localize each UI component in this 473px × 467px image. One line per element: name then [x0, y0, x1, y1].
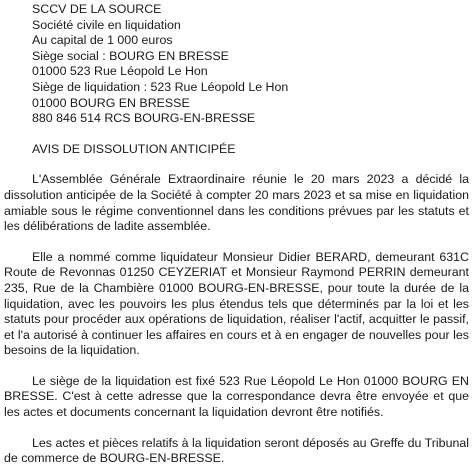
company-capital: Au capital de 1 000 euros — [32, 33, 173, 48]
company-name: SCCV DE LA SOURCE — [32, 2, 162, 16]
registered-office: Siège social : BOURG EN BRESSE — [32, 48, 229, 63]
liquidation-office-city: 01000 BOURG EN BRESSE — [32, 95, 190, 110]
company-status: Société civile en liquidation — [32, 17, 181, 32]
paragraph-dissolution: L'Assemblée Générale Extraordinaire réunie le 20 mars 2023 a décidé la dissolution anticipée de la Société à compter 20 mars 2023 et sa mise en liquidation amiable sous le régime conventionnel dans les conditions prévues par les statuts et les délibérations de ladite assemblée. — [4, 172, 469, 234]
notice-title: AVIS DE DISSOLUTION ANTICIPÉE — [32, 141, 236, 156]
paragraph-liquidation-seat: Le siège de la liquidation est fixé 523 Rue Léopold Le Hon 01000 BOURG EN BRESSE. C'est à cette adresse que la correspondance devra être envoyée et que les actes et documents concernant la liquidation devront être notifiés. — [4, 373, 469, 420]
liquidation-office: Siège de liquidation : 523 Rue Léopold Le Hon — [32, 79, 289, 94]
paragraph-filing: Les actes et pièces relatifs à la liquidation seront déposés au Greffe du Tribunal de commerce de BOURG-EN-BRESSE. — [4, 435, 469, 466]
paragraph-liquidators: Elle a nommé comme liquidateur Monsieur Didier BERARD, demeurant 631C Route de Revonnas 01250 CEYZERIAT et Monsieur Raymond PERRIN demeurant 235, Rue de la Chambière 01000 BOURG-EN-BRESSE, pour toute la durée de la liquidation, avec les pouvoirs les plus étendus tels que déterminés par la loi et les statuts pour procéder aux opérations de liquidation, réaliser l'actif, acquitter le passif, et l'a autorisé à continuer les affaires en cours et à en engager de nouvelles pour les besoins de la liquidation. — [4, 249, 469, 358]
rcs-number: 880 846 514 RCS BOURG-EN-BRESSE — [32, 111, 256, 126]
registered-office-address: 01000 523 Rue Léopold Le Hon — [32, 64, 208, 79]
company-header — [4, 2, 469, 127]
